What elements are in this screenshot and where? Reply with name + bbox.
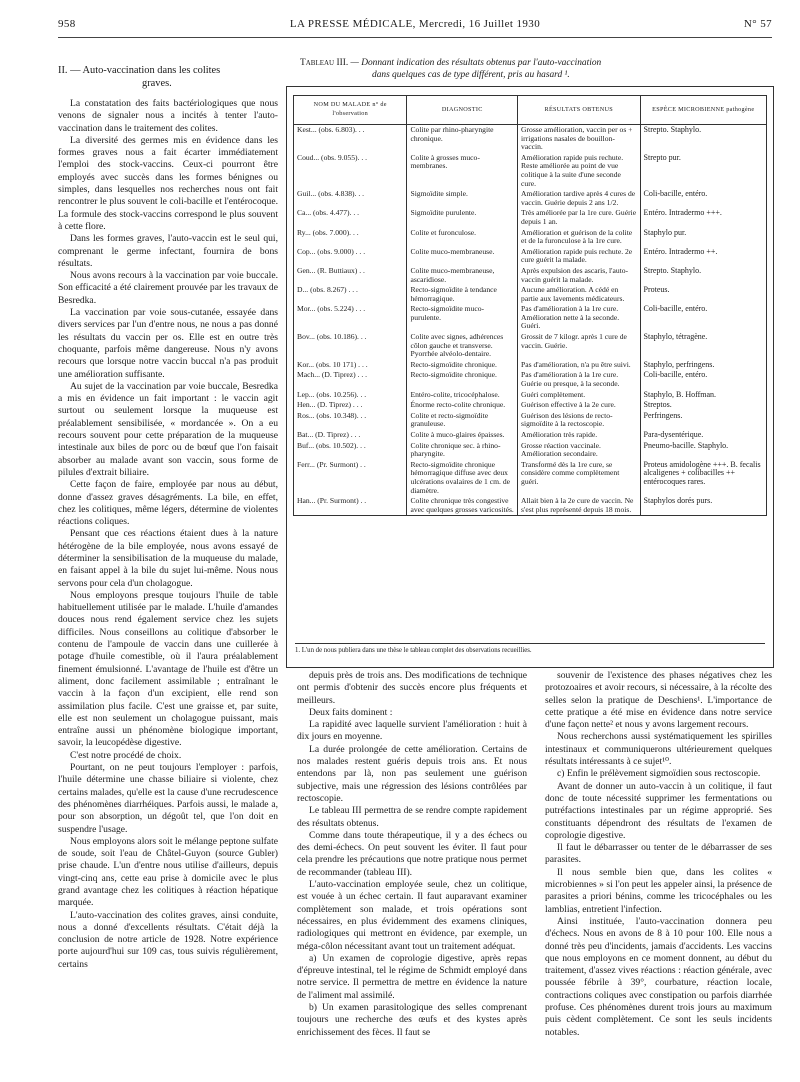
table-container [293,95,767,516]
paragraph: souvenir de l'existence des phases négatives chez les protozoaires et avoir recours, si nécessaire, à la récolte des selles selon la pratique de Deschiens¹. L'importance de cette pratique a été mise en évidence dans notre service d'une façon nette² et nous y avons largement recours. [545,670,772,731]
table-cell: Lep... (obs. 10.256). . . [294,390,407,401]
table-cell: Amélioration rapide puis rechute. Reste améliorée au point de vue colitique à la suite d'une seconde cure. [518,153,640,189]
paragraph: La diversité des germes mis en évidence dans les formes graves nous a fait écarter immédiatement l'emploi des stock-vaccins. Ceux-ci pourront être employés avec succès dans les formes bénignes ou simples, dans lesquelles nos recherches nous ont fait rencontrer le plus souvent le coli-bacille et l'entérocoque. La formule des stock-vaccins correspond le plus souvent à cette flore. [58,134,278,232]
paragraph: depuis près de trois ans. Des modifications de technique ont permis d'obtenir des succès encore plus fréquents et meilleurs. [297,670,527,706]
paragraph: Cette façon de faire, employée par nous au début, donne d'assez graves désagréments. La bile, en effet, chez les colitiques, même légers, détermine de violentes réactions coliques. [58,479,278,528]
table-cell: Gen... (R. Buttiaux) . . [294,266,407,285]
paragraph: Nous recherchons aussi systématiquement les spirilles intestinaux et communiquerons ultérieurement quelques résultats intéressants à ce sujet¹⁰. [545,731,772,768]
table-cell: Recto-sigmoïdite muco-purulente. [407,304,518,332]
table-cell: Énorme recto-colite chronique. [407,400,518,411]
table-row [294,247,766,266]
table-cell: Pas d'amélioration à la 1re cure. Amélioration nette à la seconde. Guéri. [518,304,640,332]
table-cell: Colite par rhino-pharyngite chronique. [407,125,518,153]
paragraph: Dans les formes graves, l'auto-vaccin est le seul qui, comprenant le germe infectant, fournira de bons résultats. [58,233,278,269]
table-cell: Guéri complètement. [518,390,640,401]
column-header: ESPÈCE MICROBIENNE pathogène [640,96,766,125]
column-header: DIAGNOSTIC [407,96,518,125]
table-cell: Kest... (obs. 6.803). . . [294,125,407,153]
table-cell: Strepto. Staphylo. [643,265,702,275]
table-cell: Staphylo, B. Hoffman. [643,389,717,399]
table-row [294,400,766,411]
issue-number: N° 57 [743,18,772,30]
table-cell: Amélioration très rapide. [518,430,640,441]
table-cell: Recto-sigmoïdite chronique hémorragique diffuse avec deux ulcérations ovalaires de 1 cm. de diamètre. [407,460,518,496]
paragraph: La constatation des faits bactériologiques que nous venons de signaler nous a incités à tenter l'auto-vaccination dans le traitement des colites. [58,98,278,134]
table-cell: Aucune amélioration. A cédé en partie aux lavements médicateurs. [518,285,640,304]
table-caption-line1: — Donnant indication des résultats obtenus par l'auto-vaccination [350,58,602,68]
table-cell: Transformé dès la 1re cure, se considère comme complètement guéri. [518,460,640,496]
results-table [294,96,766,515]
paragraph: a) Un examen de coprologie digestive, après repas d'épreuve intestinal, tel le régime de Schmidt employé dans notre service. Il permettra de mettre en évidence la nature de l'aliment mal assimilé. [297,952,527,1001]
table-cell: Perfringens. [643,410,683,420]
table-cell: Grossit de 7 kilogr. après 1 cure de vaccin. Guérie. [518,332,640,360]
running-header [58,18,772,34]
table-footnote: 1. L'un de nous publiera dans une thèse le tableau complet des observations recueillies. [295,643,765,654]
table-row [294,370,766,389]
paragraph: Le tableau III permettra de se rendre compte rapidement des résultats obtenus. [297,805,527,829]
text-column-2 [297,670,527,1039]
table-cell: Entéro-colite, tricocéphalose. [407,390,518,401]
paragraph: b) Un examen parasitologique des selles comprenant toujours une recherche des œufs et des kystes après enrichissement des fèces. Il faut se [297,1002,527,1038]
paragraph: Ainsi instituée, l'auto-vaccination donnera peu d'échecs. Nous en avons de 8 à 10 pour 100. Elle nous a donné très peu d'incidents, jamais d'accidents. Les vaccins que nous employons en ce moment donnent, au début du traitement, d'assez vives réactions : réaction générale, avec poussée fébrile à 39°, courbature, réaction locale, contractions coliques avec constipation ou parfois diarrhée profuse. Ces phénomènes durent trois jours au maximum puis cèdent complètement. Ce sont les seuls incidents notables. [545,915,772,1038]
table-cell: Mor... (obs. 5.224) . . . [294,304,407,332]
table-cell: Recto-sigmoïdite chronique. [407,370,518,389]
text-column-1 [58,98,278,971]
table-cell: Colite et recto-sigmoïdite granuleuse. [407,411,518,430]
table-cell: Para-dysentérique. [643,430,704,439]
table-cell: Grosse amélioration, vaccin per os + irrigations nasales de bouillon-vaccin. [518,125,640,153]
table-cell: Guérison effective à la 2e cure. [518,400,640,411]
table-cell: Coud... (obs. 9.055). . . [294,153,407,189]
table-row [294,332,766,360]
paragraph: La vaccination par voie sous-cutanée, essayée dans divers services par l'un d'entre nous, ne nous a pas donné les résultats du vaccin per os. Elle est en outre très choquante, parfois même dangereuse. Nous n'y avons recours que lorsque notre vaccin buccal n'a pas produit une amélioration suffisante. [58,307,278,380]
table-cell: Colite muco-membraneuse, ascaridiose. [407,266,518,285]
table-cell: Colite à muco-glaires épaisses. [407,430,518,441]
paragraph: L'auto-vaccination des colites graves, ainsi conduite, nous a donné d'excellents résultats. C'était déjà la conclusion de notre article de 1928. Notre expérience porte aujourd'hui sur 109 cas, tous suivis régulièrement, certains [58,909,278,970]
table-cell: Très améliorée par la 1re cure. Guérie depuis 1 an. [518,208,640,227]
table-body [294,125,766,516]
table-cell: Pneumo-bacille. Staphylo. [643,440,729,450]
table-cell: Pas d'amélioration à la 1re cure. Guérie ou presque, à la seconde. [518,370,640,389]
table-cell: Sigmoïdite simple. [407,189,518,208]
table-cell: Colite muco-membraneuse. [407,247,518,266]
paragraph: Pourtant, on ne peut toujours l'employer : parfois, l'huile détermine une chasse biliaire si violente, chez certains malades, qu'elle est la cause d'une recrudescence des phénomènes diarrhéiques. Parfois aussi, le malade a, pour son absorption, un dégoût tel, que l'on doit en suspendre l'usage. [58,762,278,835]
header-rule [58,37,772,38]
table-cell: Proteus. [643,285,670,295]
table-cell: Amélioration rapide puis rechute. 2e cure guérit la malade. [518,247,640,266]
paragraph: L'auto-vaccination employée seule, chez un colitique, est vouée à un échec certain. Il faut auparavant examiner complètement son malade, et trois opérations sont nécessaires, en plus évidemment des examens cliniques, radiologiques qui mettront en évidence, par exemple, un méga-côlon nécessitant avant tout un traitement adéquat. [297,879,527,952]
table-row [294,460,766,496]
table-row [294,304,766,332]
table-row [294,441,766,460]
column-header: RÉSULTATS OBTENUS [518,96,640,125]
table-frame [286,86,774,668]
table-cell: Colite chronique très congestive avec quelques grosses varicosités. [407,496,518,515]
section-heading [58,64,278,90]
table-cell: Guil... (obs. 4.838). . . [294,189,407,208]
table-caption [300,58,772,81]
paragraph: Avant de donner un auto-vaccin à un colitique, il faut donc de toute nécessité supprimer les fermentations ou putréfactions intestinales par un régime approprié. Ses constituants dépendront des résultats de l'examen de coprologie digestive. [545,780,772,841]
table-cell: Grosse réaction vaccinale. Amélioration secondaire. [518,441,640,460]
page-number: 958 [58,18,76,30]
journal-title: LA PRESSE MÉDICALE, Mercredi, 16 Juillet 1930 [289,18,541,30]
table-cell: Ferr... (Pr. Surmont) . . [294,460,407,496]
table-header-row [294,96,766,125]
table-row [294,496,766,515]
table-cell: Buf... (obs. 10.502). . . [294,441,407,460]
table-cell: Mach... (D. Tiprez) . . . [294,370,407,389]
table-cell: Streptos. [643,400,672,410]
section-heading-line2: graves. [142,78,172,89]
paragraph: C'est notre procédé de choix. [70,749,182,761]
table-cell: Ca... (obs. 4.477). . . [294,208,407,227]
paragraph: Nous employons presque toujours l'huile de table habituellement utilisée par le malade. L'huile d'amandes douces nous rend également service chez les sujets difficiles. Nous conseillons au colitique d'absorber le contenu de l'ampoule de vaccin dans une cuillerée à potage d'huile comestible, où il l'aura préalablement finement émulsionné. L'avantage de l'huile est d'être un aliment, donc facilement assimilable ; entraînant le vaccin à la façon d'un excipient, elle rend son assimilation plus facile. C'est une graisse et, par suite, elle est non seulement un cholagogue puissant, mais entraîne aussi un phénomène biologique important, savoir, la leucopédèse digestive. [58,589,278,749]
paragraph: Pensant que ces réactions étaient dues à la nature hétérogène de la bile employée, nous avons essayé de déterminer la sensibilisation de la muqueuse du malade, en faisant appel à la bile du sujet lui-même. Nous nous servons pour cela d'un cholagogue. [58,528,278,589]
paragraph: Deux faits dominent : [309,706,393,718]
table-row [294,153,766,189]
table-cell: Colite et furonculose. [407,228,518,247]
table-cell: Strepto. Staphylo. [643,125,702,134]
table-row [294,411,766,430]
text-column-3 [545,670,772,1039]
table-cell: Colite chronique sec. à rhino-pharyngite. [407,441,518,460]
table-cell: Coli-bacille, entéro. [643,304,708,314]
table-cell: Proteus amidologène +++. B. fecalis alcaligenes + colibacilles ++ entérocoques rares. [643,459,761,486]
table-cell: Ros... (obs. 10.348). . . [294,411,407,430]
table-row [294,266,766,285]
table-cell: Recto-sigmoïdite chronique. [407,360,518,371]
table-cell: Entéro. Intradermo +++. [643,208,722,218]
table-cell: Coli-bacille, entéro. [643,189,708,199]
table-cell: D... (obs. 8.267) . . . [294,285,407,304]
table-row [294,430,766,441]
table-cell: Bat... (D. Tiprez) . . . [294,430,407,441]
table-cell: Staphylo pur. [643,227,687,237]
table-cell: Kor... (obs. 10 171) . . . [294,360,407,371]
column-header: NOM DU MALADE n° de l'observation [294,96,407,125]
table-row [294,208,766,227]
paragraph: La durée prolongée de cette amélioration. Certains de nos malades restent guéris depuis trois ans. Et nous entendons par là, non pas seulement une guérison subjective, mais une régression des lésions contrôlées par rectoscopie. [297,743,527,804]
table-cell: Staphylo, perfringens. [643,359,715,369]
table-cell: Guérison des lésions de recto-sigmoïdite à la rectoscopie. [518,411,640,430]
table-cell: Sigmoïdite purulente. [407,208,518,227]
table-cell: Strepto pur. [643,152,681,162]
table-cell: Colite à grosses muco-membranes. [407,153,518,189]
table-cell: Ry... (obs. 7.000). . . [294,228,407,247]
table-row [294,360,766,371]
table-cell: Recto-sigmoïdite à tendance hémorragique. [407,285,518,304]
paragraph: Au sujet de la vaccination par voie buccale, Besredka a mis en évidence un fait important : le vaccin agit surtout ou seulement lorsque la muqueuse est préalablement sensibilisée, « mordancée ». On a eu recours souvent pour cette préparation de la muqueuse intestinale aux biles de porc ou de bœuf que l'on faisait absorber au malade avant son vaccin, sous forme de pilules d'extrait biliaire. [58,380,278,478]
table-row [294,189,766,208]
table-cell: Bov... (obs. 10.186). . . [294,332,407,360]
table-cell: Allait bien à la 2e cure de vaccin. Ne s'est plus représenté depuis 18 mois. [518,496,640,515]
table-cell: Entéro. Intradermo ++. [643,246,718,256]
paragraph: Il faut le débarrasser ou tenter de le débarrasser de ses parasites. [545,842,772,866]
table-caption-label: Tableau III. [300,58,349,68]
paragraph: La rapidité avec laquelle survient l'amélioration : huit à dix jours en moyenne. [297,719,527,743]
table-row [294,390,766,401]
section-heading-line1: II. — Auto-vaccination dans les colites [58,65,221,76]
table-caption-line2: dans quelques cas de type différent, pris au hasard ¹. [372,69,570,80]
table-cell: Colite avec signes, adhérences côlon gauche et transverse. Pyorrhée alvéolo-dentaire. [407,332,518,360]
paragraph: Nous employons alors soit le mélange peptone sulfate de soude, soit l'eau de Châtel-Guyon (source Gubler) prise chaude. L'un d'entre nous utilise d'ailleurs, depuis vingt-cinq ans, cette eau prise à domicile avec le plus grand avantage chez les colitiques à réaction hépatique marquée. [58,835,278,909]
table-cell: Cop... (obs. 9.000) . . . [294,247,407,266]
table-cell: Hen... (D. Tiprez) . . . [294,400,407,411]
paragraph: c) Enfin le prélèvement sigmoïdien sous rectoscopie. [557,768,761,780]
table-cell: Après expulsion des ascaris, l'auto-vaccin guérit la malade. [518,266,640,285]
table-row [294,285,766,304]
table-cell: Han... (Pr. Surmont) . . [294,496,407,515]
table-cell: Amélioration et guérison de la colite et de la furonculose à la 1re cure. [518,228,640,247]
table-cell: Pas d'amélioration, n'a pu être suivi. [518,360,640,371]
table-cell: Coli-bacille, entéro. [643,370,708,380]
table-row [294,125,766,153]
table-row [294,228,766,247]
paragraph: Il nous semble bien que, dans les colites « microbiennes » si l'on peut les appeler ainsi, la présence de parasites a priori bénins, comme les tricocéphales ou les lamblias, entretient l'infection. [545,866,772,915]
table-cell: Amélioration tardive après 4 cures de vaccin. Guérie depuis 2 ans 1/2. [518,189,640,208]
table-cell: Staphylo, tétragène. [643,332,708,342]
paragraph: Nous avons recours à la vaccination par voie buccale. Son efficacité a été clairement prouvée par les travaux de Besredka. [58,270,278,306]
table-cell: Staphylos dorés purs. [643,496,713,506]
paragraph: Comme dans toute thérapeutique, il y a des échecs ou des demi-échecs. On peut souvent les éviter. Il faut pour cela prendre les précautions que notre pratique nous permet de recommander (tableau III). [297,829,527,878]
